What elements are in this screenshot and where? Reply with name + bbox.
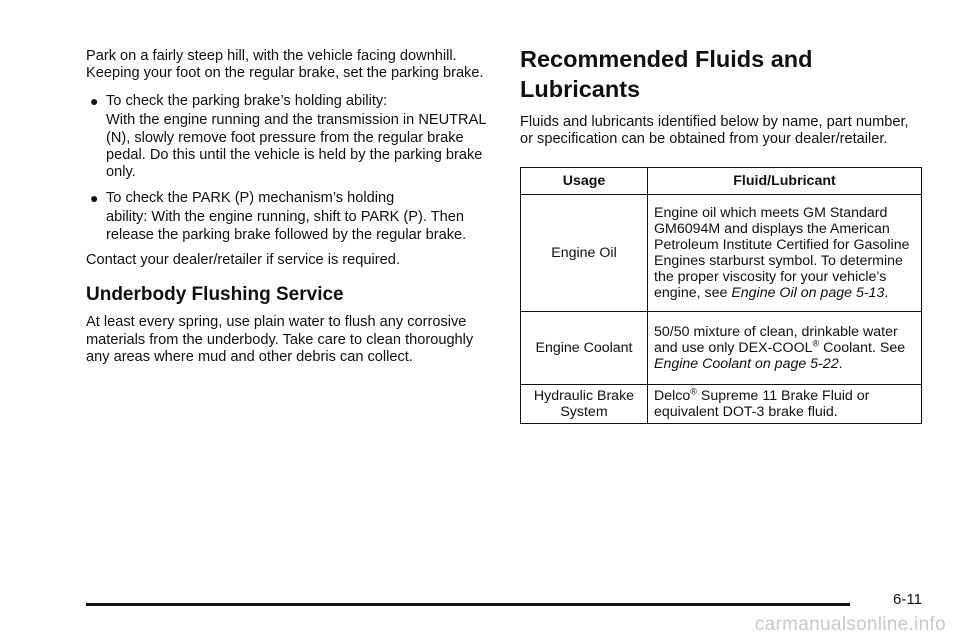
contact-paragraph: Contact your dealer/retailer if service is required. (86, 252, 400, 269)
fluid-cell (648, 384, 922, 423)
fluid-cell (648, 311, 922, 384)
fluid-text: 50/50 mixture of clean, drinkable water and use only DEX-COOL (654, 323, 898, 356)
list-item (86, 190, 486, 244)
column-header-fluid: Fluid/Lubricant (648, 167, 922, 194)
list-item-lead: To check the parking brake’s holding ability: (106, 92, 388, 109)
registered-mark: ® (690, 386, 697, 397)
cross-reference-link[interactable]: Engine Oil on page 5-13 (731, 284, 885, 301)
fluids-table (520, 167, 922, 424)
footer-rule (86, 603, 850, 606)
bullet-icon: ● (90, 92, 99, 109)
table-row (521, 194, 922, 311)
list-item (86, 93, 486, 182)
fluid-text-tail: . (838, 355, 843, 372)
cross-reference-link[interactable]: Engine Coolant on page 5-22 (654, 355, 839, 372)
list-item-body: With the engine running and the transmission in NEUTRAL (N), slowly remove foot pressure from the regular brake pedal. Do this until the vehicle is held by the parking brake only. (106, 112, 486, 181)
list-item-lead: To check the PARK (P) mechanism’s holding (106, 189, 395, 206)
table-header-row (521, 167, 922, 194)
table-row (521, 384, 922, 423)
fluid-text-tail: . (884, 284, 889, 301)
watermark: carmanualsonline.info (754, 614, 946, 635)
fluid-text: Engine oil which meets GM Standard GM6094M and displays the American Petroleum Institute Certified for Gasoline Engines starburst symbol. To determine the proper viscosity for your vehicle’s engine, see (654, 204, 910, 301)
usage-cell: Engine Coolant (521, 311, 648, 384)
section-body: At least every spring, use plain water to flush any corrosive materials from the underbody. Take care to clean thoroughly any areas where mud and other debris can collect. (86, 314, 474, 366)
column-header-usage: Usage (521, 167, 648, 194)
check-list (86, 93, 486, 244)
page-title: Recommended Fluids and Lubricants (520, 46, 813, 102)
fluid-text-continued: Supreme 11 Brake Fluid or equivalent DOT-3 brake fluid. (654, 387, 870, 420)
page-number: 6-11 (893, 591, 922, 608)
section-heading: Underbody Flushing Service (86, 284, 344, 306)
usage-cell: Hydraulic Brake System (521, 384, 648, 423)
fluid-text-continued: Coolant. See (819, 339, 906, 356)
left-column (86, 48, 486, 367)
fluid-text: Delco (654, 387, 691, 404)
fluid-cell (648, 194, 922, 311)
right-column (520, 44, 922, 424)
fluids-note: Fluids and lubricants identified below by name, part number, or specification can be obtained from your dealer/retailer. (520, 114, 909, 148)
table-row (521, 311, 922, 384)
intro-paragraph: Park on a fairly steep hill, with the vehicle facing downhill. Keeping your foot on the regular brake, set the parking brake. (86, 48, 484, 82)
list-item-body: ability: With the engine running, shift to PARK (P). Then release the parking brake followed by the regular brake. (106, 209, 467, 243)
registered-mark: ® (812, 338, 820, 349)
bullet-icon: ● (90, 189, 99, 206)
usage-cell: Engine Oil (521, 194, 648, 311)
